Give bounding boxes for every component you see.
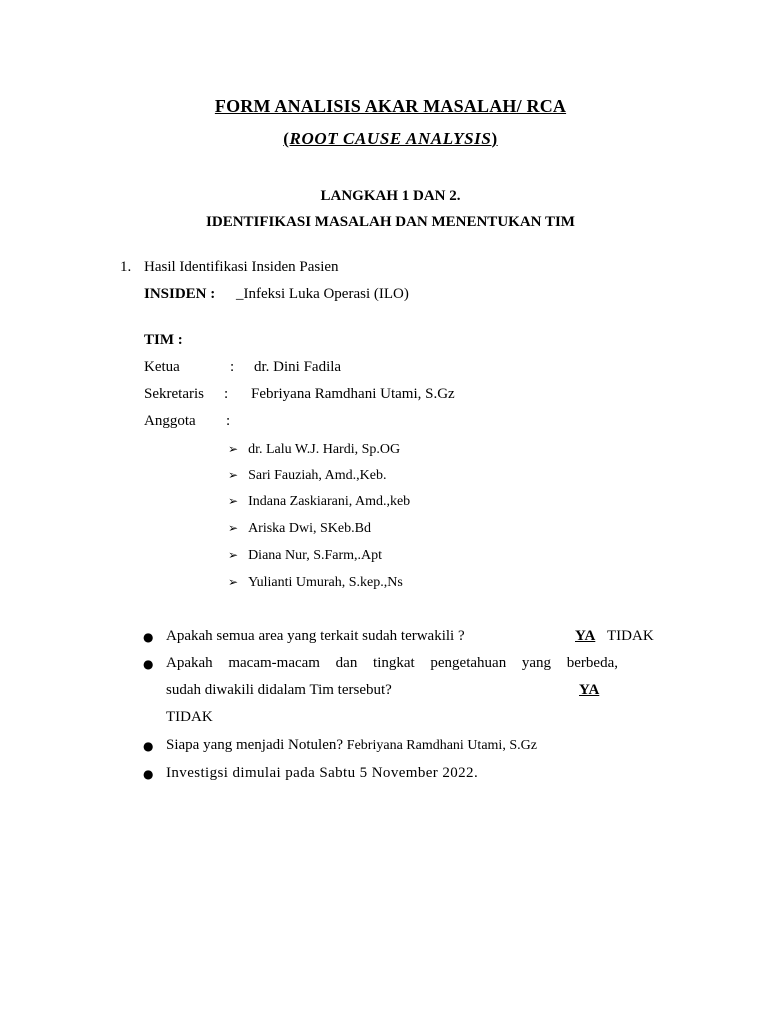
section-number: 1. [120,259,132,275]
members-label: Anggota [144,413,196,429]
list-item [228,492,410,510]
member-name: Indana Zaskiarani, Amd.,keb [248,494,411,509]
chair-value: dr. Dini Fadila [254,359,342,375]
round-bullet-icon: ● [143,657,154,671]
team-heading: TIM : [144,332,183,348]
q1-no: TIDAK [607,628,654,644]
member-name: Diana Nur, S.Farm,.Apt [248,548,383,563]
arrow-bullet-icon: ➢ [228,548,239,562]
incident-value: _Infeksi Luka Operasi (ILO) [236,286,409,302]
list-item [228,546,382,564]
member-name: Sari Fauziah, Amd.,Keb. [248,468,387,483]
question-2-line1: Apakah macam-macam dan tingkat pengetahuan yang berbeda, [166,655,618,671]
question-4: Investigsi dimulai pada Sabtu 5 November 2022. [166,765,479,781]
form-title: FORM ANALISIS AKAR MASALAH/ RCA [214,96,567,116]
list-item [228,519,371,537]
list-item [228,440,400,458]
arrow-bullet-icon: ➢ [228,494,239,508]
arrow-bullet-icon: ➢ [228,468,239,482]
chair-colon: : [230,359,235,375]
chair-label: Ketua [144,359,180,375]
question-1: Apakah semua area yang terkait sudah terwakili ? [166,628,465,644]
secretary-colon: : [224,386,229,402]
question-2-line2: sudah diwakili didalam Tim tersebut? [166,682,392,698]
question-3-text: Siapa yang menjadi Notulen? [166,737,344,753]
subtitle-italic: ROOT CAUSE ANALYSIS [289,129,492,148]
q1-yes: YA [575,628,596,644]
secretary-value: Febriyana Ramdhani Utami, S.Gz [251,386,455,402]
incident-label: INSIDEN : [144,286,216,302]
step-subtitle: IDENTIFIKASI MASALAH DAN MENENTUKAN TIM [206,214,575,230]
arrow-bullet-icon: ➢ [228,442,239,456]
member-name: Yulianti Umurah, S.kep.,Ns [248,575,403,590]
members-colon: : [226,413,231,429]
subtitle-close: ) [491,129,498,148]
round-bullet-icon: ● [143,630,154,644]
subtitle-open: ( [283,129,290,148]
member-name: dr. Lalu W.J. Hardi, Sp.OG [248,442,401,457]
step-title: LANGKAH 1 DAN 2. [320,188,461,204]
member-name: Ariska Dwi, SKeb.Bd [248,521,371,536]
list-item [228,573,403,591]
q2-no: TIDAK [166,709,213,725]
round-bullet-icon: ● [143,739,154,753]
arrow-bullet-icon: ➢ [228,575,239,589]
q2-yes: YA [579,682,600,698]
secretary-label: Sekretaris [144,386,204,402]
question-3-answer: Febriyana Ramdhani Utami, S.Gz [346,738,537,753]
list-item [228,466,386,484]
question-3 [166,737,537,754]
arrow-bullet-icon: ➢ [228,521,239,535]
round-bullet-icon: ● [143,767,154,781]
section-heading: Hasil Identifikasi Insiden Pasien [144,259,339,275]
form-subtitle [0,129,768,149]
